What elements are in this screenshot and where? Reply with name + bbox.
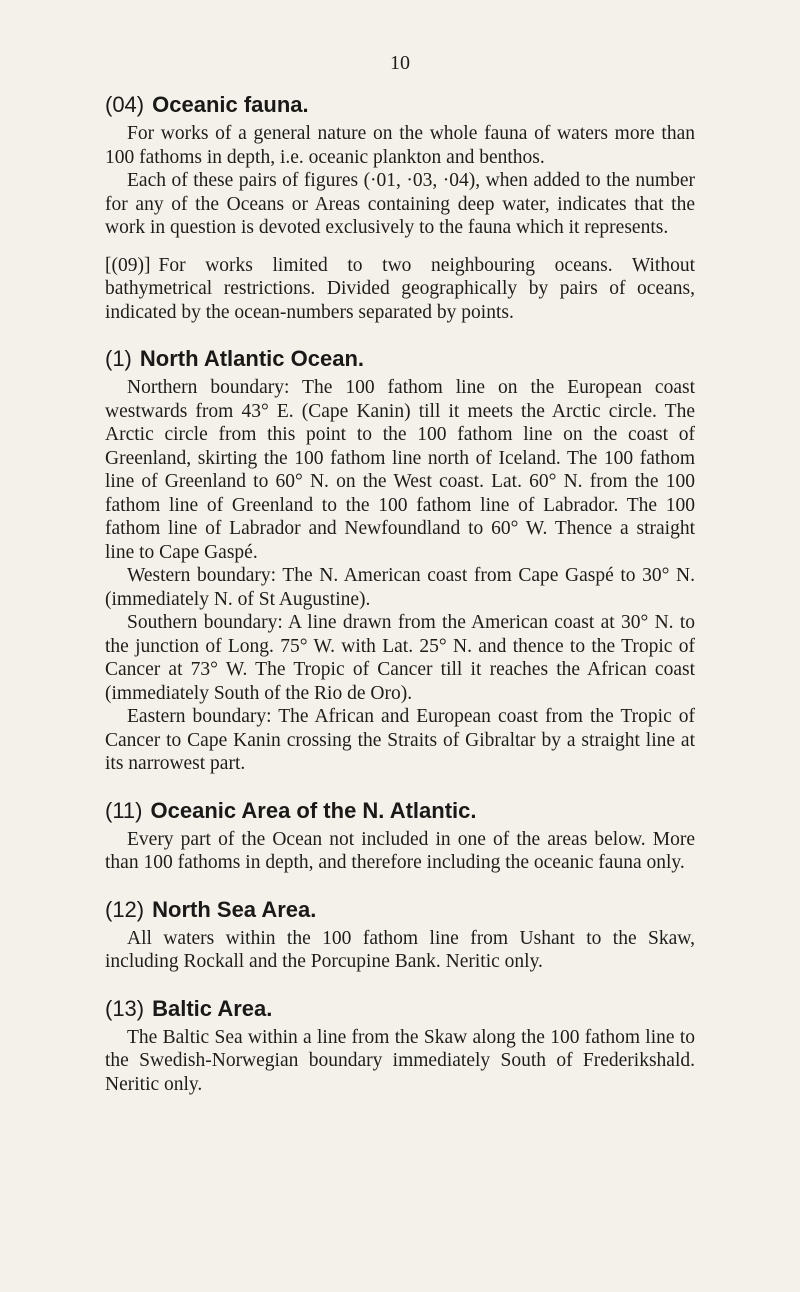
section-north-atlantic bbox=[105, 346, 695, 776]
paragraph: Every part of the Ocean not included in one of the areas below. More than 100 fathoms in depth, and therefore including the oceanic fauna only. bbox=[105, 828, 695, 873]
section-number: (11) bbox=[105, 797, 143, 823]
section-heading bbox=[105, 92, 695, 118]
section-number: (1) bbox=[105, 346, 132, 371]
section-oceanic-fauna bbox=[105, 92, 695, 240]
section-oceanic-area bbox=[105, 798, 695, 875]
paragraph-text: For works limited to two neighbouring oceans. Without bathymetrical restrictions. Divided geographically by pairs of oceans, indicated by the ocean-numbers separated by points. bbox=[105, 254, 695, 323]
section-baltic bbox=[105, 996, 695, 1097]
paragraph: The Baltic Sea within a line from the Skaw along the 100 fathom line to the Swedish-Norwegian boundary immediately South of Frederikshald. Neritic only. bbox=[105, 1026, 695, 1095]
paragraph: For works of a general nature on the whole fauna of waters more than 100 fathoms in depth, i.e. oceanic plankton and benthos. bbox=[105, 123, 695, 168]
paragraph-western-boundary: Western boundary: The N. American coast from Cape Gaspé to 30° N. (immediately N. of St Augustine). bbox=[105, 565, 695, 610]
section-neighbouring-oceans bbox=[105, 254, 695, 325]
paragraph: Each of these pairs of figures (·01, ·03, ·04), when added to the number for any of the Oceans or Areas containing deep water, indicates that the work in question is devoted exclusively to the fauna which it represents. bbox=[105, 170, 695, 238]
section-heading bbox=[105, 798, 695, 824]
section-heading bbox=[105, 346, 695, 372]
paragraph-northern-boundary: Northern boundary: The 100 fathom line on the European coast westwards from 43° E. (Cape Kanin) till it meets the Arctic circle. The Arctic circle from this point to the 100 fathom line on the coast of Greenland, skirting the 100 fathom line north of Iceland. The 100 fathom line of Greenland to 60° N. on the West coast. Lat. 60° N. from the 100 fathom line of Greenland to the 100 fathom line of Labrador. The 100 fathom line of Labrador and Newfoundland to 60° W. Thence a straight line to Cape Gaspé. bbox=[105, 377, 695, 563]
page-number: 10 bbox=[390, 52, 410, 74]
section-number: [(09)] bbox=[105, 254, 151, 276]
paragraph-southern-boundary: Southern boundary: A line drawn from the American coast at 30° N. to the junction of Long. 75° W. with Lat. 25° N. and thence to the Tropic of Cancer at 73° W. The Tropic of Cancer till it reaches the African coast (immediately South of the Rio de Oro). bbox=[105, 612, 695, 704]
section-heading bbox=[105, 897, 695, 923]
section-title: Oceanic fauna. bbox=[152, 92, 309, 117]
section-number: (12) bbox=[105, 896, 145, 922]
section-north-sea bbox=[105, 897, 695, 974]
section-title: North Atlantic Ocean. bbox=[139, 346, 364, 371]
paragraph bbox=[105, 254, 695, 325]
paragraph: All waters within the 100 fathom line from Ushant to the Skaw, including Rockall and the Porcupine Bank. Neritic only. bbox=[105, 927, 695, 972]
section-number: (04) bbox=[105, 92, 145, 117]
section-heading bbox=[105, 996, 695, 1022]
section-title: Oceanic Area of the N. Atlantic. bbox=[150, 797, 477, 823]
paragraph-eastern-boundary: Eastern boundary: The African and European coast from the Tropic of Cancer to Cape Kanin crossing the Straits of Gibraltar by a straight line at its narrowest part. bbox=[105, 706, 695, 774]
section-number: (13) bbox=[105, 995, 145, 1021]
section-title: Baltic Area. bbox=[152, 995, 273, 1021]
section-title: North Sea Area. bbox=[152, 896, 317, 922]
